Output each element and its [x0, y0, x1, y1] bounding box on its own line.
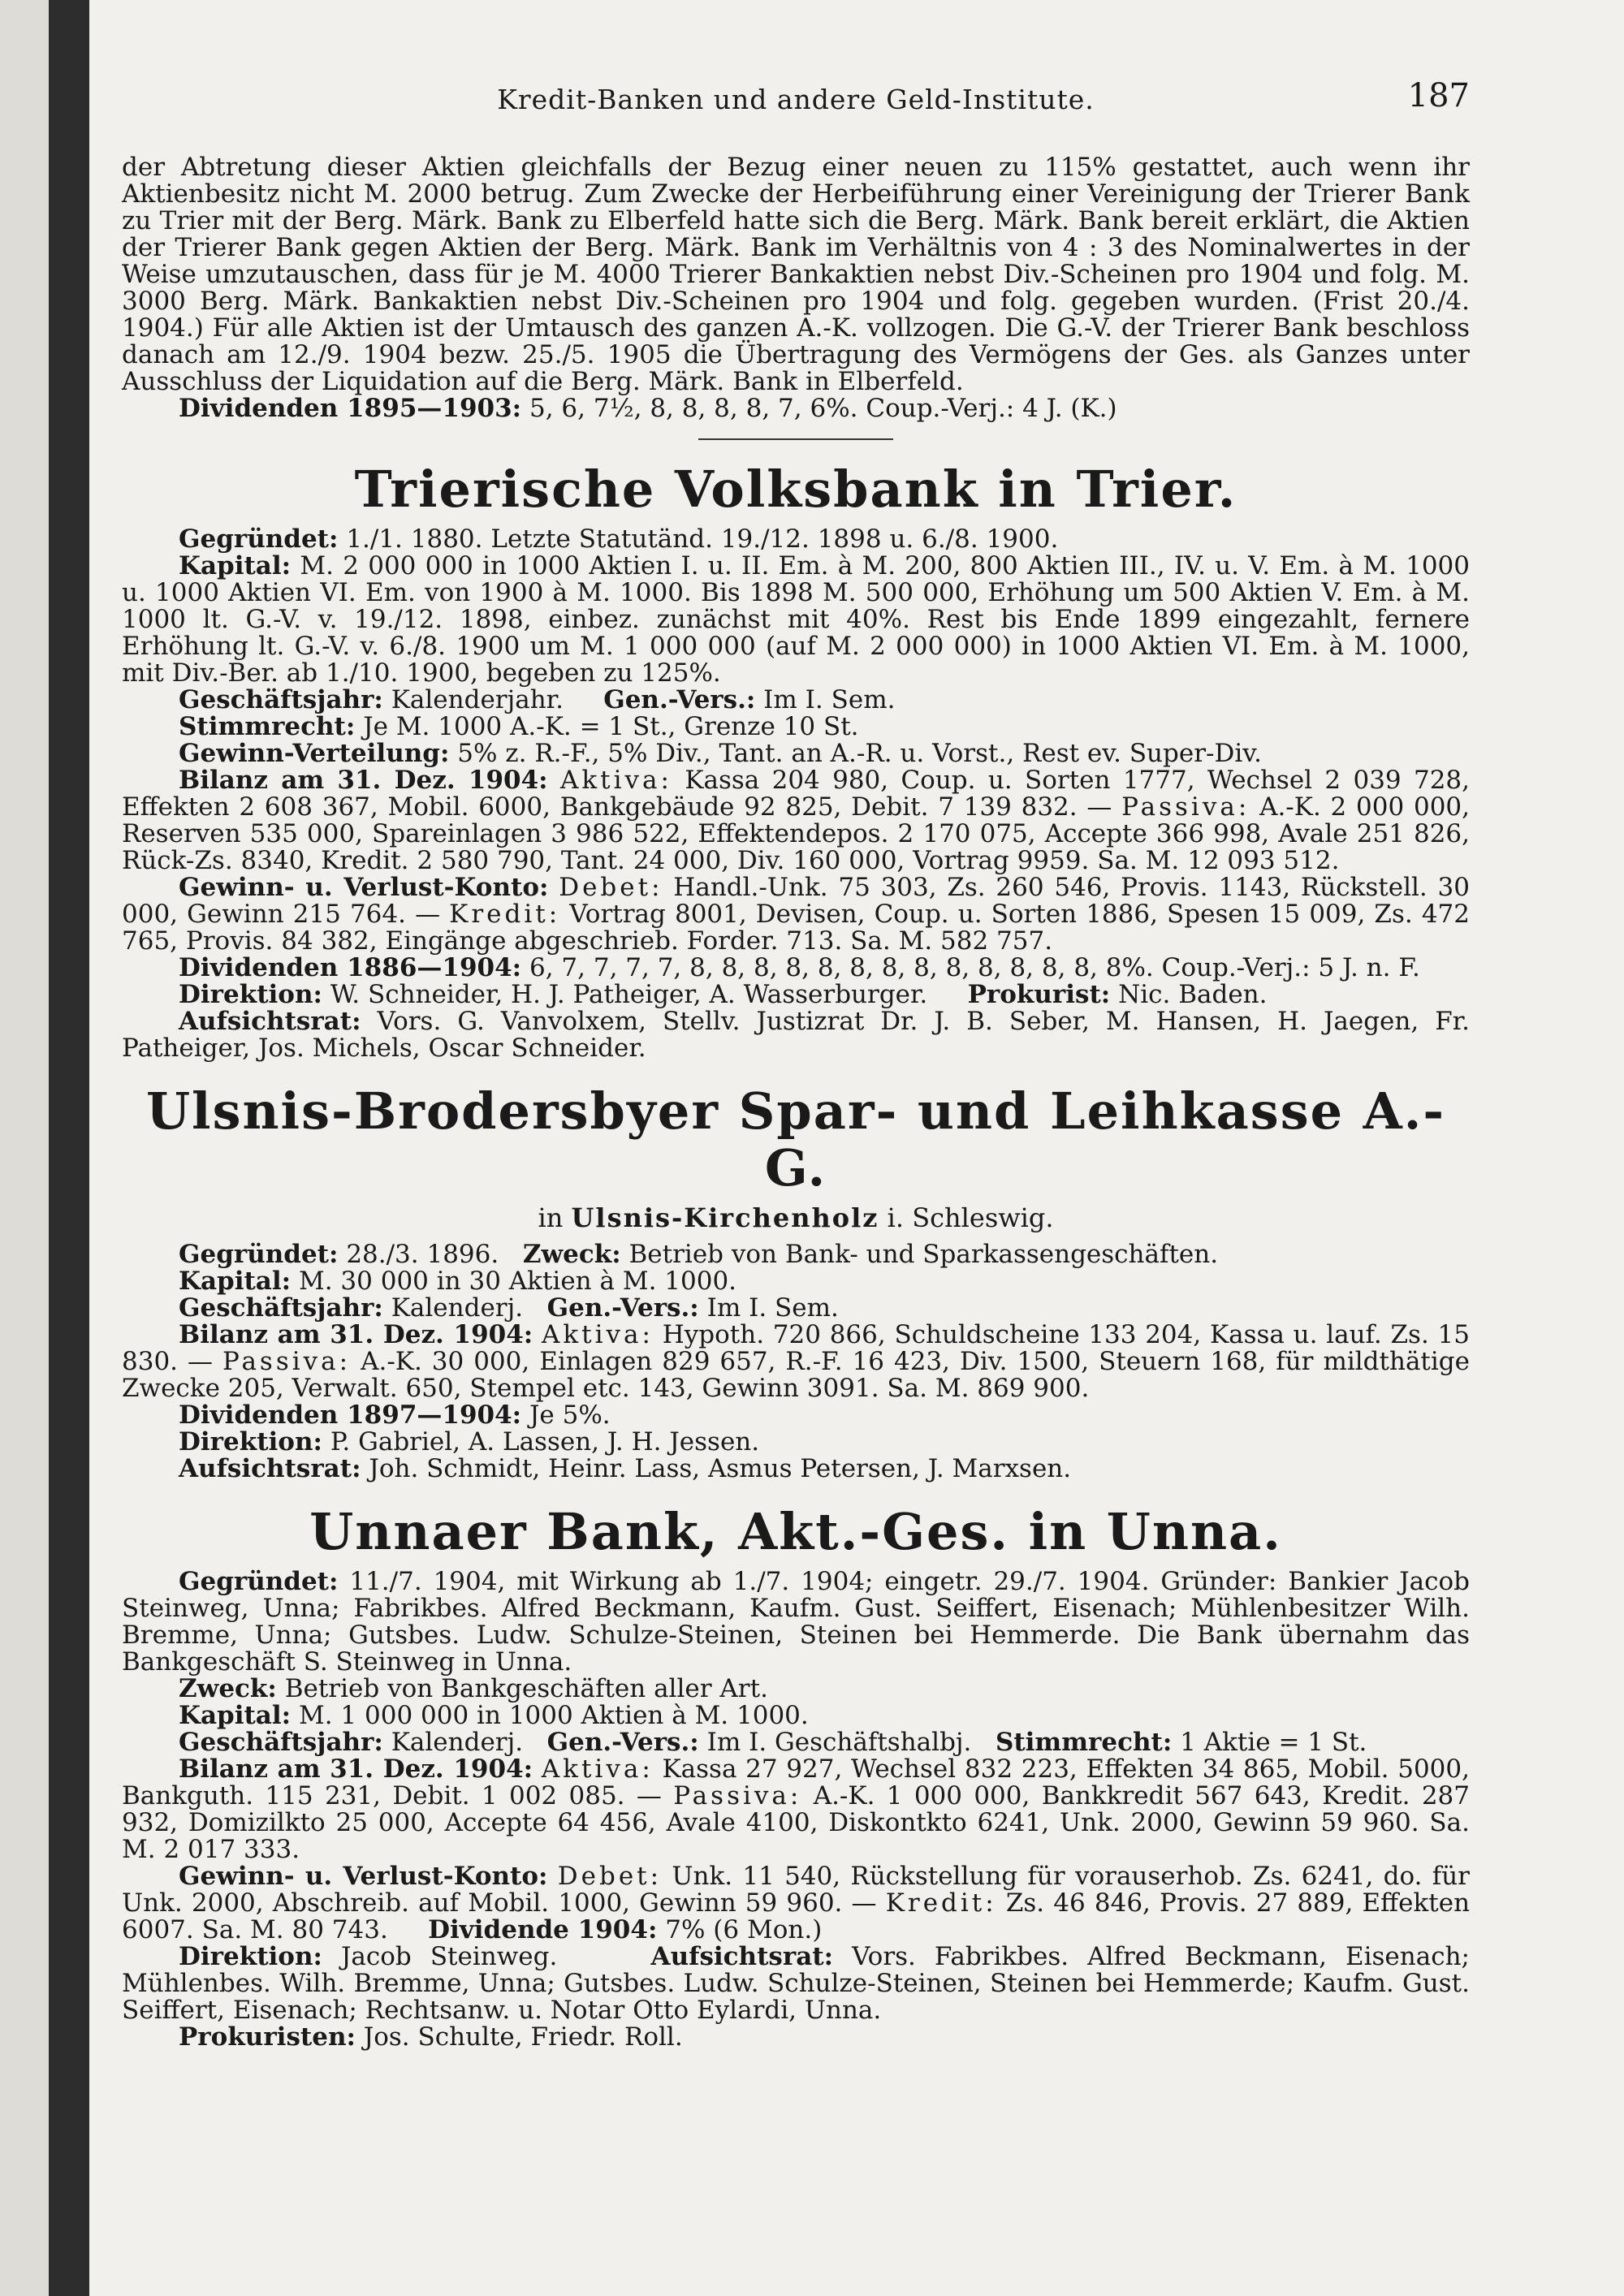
field-text: 1./1. 1880. Letzte Statutänd. 19./12. 1898 u. 6./8. 1900. — [346, 524, 1059, 554]
field-subhead: Passiva: — [1121, 792, 1250, 822]
field-text: Jacob Steinweg. — [341, 1942, 558, 1971]
field-kapital — [122, 1703, 1470, 1729]
field-label: Direktion: — [179, 980, 322, 1009]
field-label: Direktion: — [179, 1942, 322, 1971]
entry-title-trierische-volksbank: Trierische Volksbank in Trier. — [354, 460, 1237, 519]
entry-title-ulsnis-brodersbyer: Ulsnis-Brodersbyer Spar- und Leihkasse A.-G. — [145, 1081, 1446, 1198]
field-subhead: Kredit: — [449, 900, 561, 929]
field-text: 5% z. R.-F., 5% Div., Tant. an A.-R. u. Vorst., Rest ev. Super-Div. — [457, 739, 1262, 768]
field-text: Je 5%. — [529, 1400, 611, 1430]
field-label: Bilanz am 31. Dez. 1904: — [179, 1320, 533, 1349]
field-text: Im I. Sem. — [763, 685, 896, 714]
field-zweck — [122, 1676, 1470, 1703]
field-text: Betrieb von Bankgeschäften aller Art. — [284, 1674, 768, 1703]
field-gegruendet — [122, 1241, 1470, 1268]
field-text: A.-K. 30 000, Einlagen 829 657, R.-F. 16 423, Div. 1500, Steuern 168, für mildthätige Zwecke 205, Verwalt. 650, Stempel etc. 143, Gewinn 3091. Sa. M. 869 900. — [122, 1347, 1470, 1403]
field-label: Gewinn-Verteilung: — [179, 739, 450, 768]
field-text: Kalenderj. — [391, 1728, 524, 1757]
field-label: Prokurist: — [967, 980, 1111, 1009]
prior-entry-dividends — [122, 395, 1470, 422]
field-label: Geschäftsjahr: — [179, 1293, 383, 1323]
field-text: Handl.-Unk. 75 303, Zs. 260 546, Provis. 1143, Rückstell. 30 000, Gewinn 215 764. — — [122, 873, 1470, 929]
field-bilanz — [122, 767, 1470, 874]
field-text: Joh. Schmidt, Heinr. Lass, Asmus Petersen, J. Marxsen. — [369, 1454, 1072, 1483]
field-label: Aufsichtsrat: — [650, 1942, 834, 1971]
field-label: Aufsichtsrat: — [179, 1007, 361, 1036]
field-text: 7% (6 Mon.) — [665, 1915, 823, 1944]
field-dividenden — [122, 955, 1470, 982]
field-text: Jos. Schulte, Friedr. Roll. — [363, 2022, 683, 2052]
field-dividenden — [122, 1402, 1470, 1429]
page-number: 187 — [1407, 77, 1470, 114]
field-text: Unk. 11 540, Rückstellung für vorauserhob. Zs. 6241, do. für Unk. 2000, Abschreib. auf Mobil. 1000, Gewinn 59 960. — — [122, 1862, 1471, 1918]
location-name: Ulsnis-Kirchenholz — [571, 1202, 879, 1233]
field-label: Gegründet: — [179, 524, 339, 554]
section-divider — [698, 438, 893, 440]
book-spine — [49, 0, 89, 2296]
field-gewinn-verlust — [122, 1863, 1470, 1944]
field-text: Hypoth. 720 866, Schuldscheine 133 204, Kassa u. lauf. Zs. 15 830. — — [122, 1320, 1471, 1376]
dividends-text: 5, 6, 7½, 8, 8, 8, 8, 7, 6%. Coup.-Verj.: 4 J. (K.) — [529, 394, 1117, 423]
field-label: Dividenden 1886—1904: — [179, 953, 522, 982]
entry-location — [122, 1202, 1470, 1233]
field-text: Kalenderj. — [391, 1293, 524, 1323]
field-direktion — [122, 1944, 1470, 2024]
field-gewinn-verlust — [122, 874, 1470, 955]
field-subhead: Passiva: — [222, 1347, 352, 1376]
field-text: Vors. Fabrikbes. Alfred Beckmann, Eisenach; Mühlenbes. Wilh. Bremme, Unna; Gutsbes. Ludw. Schulze-Steinen, Steinen bei Hemmerde; Kaufm. Gust. Seiffert, Eisenach; Rechtsanw. u. Notar Otto Eylardi, Unna. — [122, 1942, 1470, 2025]
field-label: Gegründet: — [179, 1567, 339, 1596]
field-label: Dividende 1904: — [428, 1915, 658, 1944]
field-geschaeftsjahr — [122, 1295, 1470, 1322]
field-label: Kapital: — [179, 551, 292, 580]
field-subhead: Aktiva: — [559, 766, 672, 795]
field-label: Direktion: — [179, 1427, 322, 1457]
field-text: Nic. Baden. — [1118, 980, 1268, 1009]
field-text: 6, 7, 7, 7, 7, 8, 8, 8, 8, 8, 8, 8, 8, 8, 8, 8, 8, 8, 8%. Coup.-Verj.: 5 J. n. F. — [529, 953, 1420, 982]
field-direktion — [122, 1429, 1470, 1456]
field-label: Gewinn- u. Verlust-Konto: — [179, 873, 549, 902]
field-label: Geschäftsjahr: — [179, 1728, 383, 1757]
field-label: Kapital: — [179, 1701, 292, 1730]
field-subhead: Debet: — [559, 873, 663, 902]
field-gewinn-verteilung — [122, 740, 1470, 767]
running-title: Kredit-Banken und andere Geld-Institute. — [497, 84, 1095, 115]
entry-title-unnaer-bank: Unnaer Bank, Akt.-Ges. in Unna. — [309, 1502, 1282, 1561]
field-label: Bilanz am 31. Dez. 1904: — [179, 1754, 533, 1784]
field-label: Gen.-Vers.: — [603, 685, 756, 714]
prior-entry-continuation: der Abtretung dieser Aktien gleichfalls der Bezug einer neuen zu 115% gestattet, auch wenn ihr Aktienbesitz nicht M. 2000 betrug. Zum Zwecke der Herbeiführung einer Vereinigung der Trierer Bank zu Trier mit der Berg. Märk. Bank zu Elberfeld hatte sich die Berg. Märk. Bank bereit erklärt, die Aktien der Trierer Bank gegen Aktien der Berg. Märk. Bank im Verhältnis von 4 : 3 des Nominalwertes in der Weise umzutauschen, dass für je M. 4000 Trierer Bankaktien nebst Div.-Scheinen pro 1904 und folg. M. 3000 Berg. Märk. Bankaktien nebst Div.-Scheinen pro 1904 und folg. gegeben wurden. (Frist 20./4. 1904.) Für alle Aktien ist der Umtausch des ganzen A.-K. vollzogen. Die G.-V. der Trierer Bank beschloss danach am 12./9. 1904 bezw. 25./5. 1905 die Übertragung des Vermögens der Ges. als Ganzes unter Ausschluss der Liquidation auf die Berg. Märk. Bank in Elberfeld. — [122, 153, 1470, 396]
field-text: W. Schneider, H. J. Patheiger, A. Wasserburger. — [330, 980, 928, 1009]
field-label: Stimmrecht: — [179, 712, 356, 741]
field-subhead: Aktiva: — [541, 1320, 654, 1349]
field-kapital — [122, 1268, 1470, 1295]
field-label: Kapital: — [179, 1267, 292, 1296]
field-label: Gegründet: — [179, 1240, 339, 1269]
location-prefix: in — [538, 1202, 564, 1233]
field-text: Kassa 204 980, Coup. u. Sorten 1777, Wechsel 2 039 728, Effekten 2 608 367, Mobil. 6000, Bankgebäude 92 825, Debit. 7 139 832. — — [122, 766, 1471, 822]
field-text: A.-K. 2 000 000, Reserven 535 000, Spareinlagen 3 986 522, Effektendepos. 2 170 075, Accepte 366 998, Avale 251 826, Rück-Zs. 8340, Kredit. 2 580 790, Tant. 24 000, Div. 160 000, Vortrag 9959. Sa. M. 12 093 512. — [122, 792, 1470, 875]
field-label: Bilanz am 31. Dez. 1904: — [179, 766, 548, 795]
field-aufsichtsrat — [122, 1008, 1470, 1062]
field-text: A.-K. 1 000 000, Bankkredit 567 643, Kredit. 287 932, Domizilkto 25 000, Accepte 64 456, Avale 4100, Diskontkto 6241, Unk. 2000, Gewinn 59 960. Sa. M. 2 017 333. — [122, 1781, 1470, 1864]
field-subhead: Debet: — [557, 1862, 663, 1891]
field-text: 11./7. 1904, mit Wirkung ab 1./7. 1904; eingetr. 29./7. 1904. Gründer: Bankier Jacob Steinweg, Unna; Fabrikbes. Alfred Beckmann, Kaufm. Gust. Seiffert, Eisenach; Mühlenbesitzer Wilh. Bremme, Unna; Gutsbes. Ludw. Schulze-Steinen, Steinen bei Hemmerde. Die Bank übernahm das Bankgeschäft S. Steinweg in Unna. — [122, 1567, 1470, 1677]
field-label: Zweck: — [179, 1674, 277, 1703]
field-text: Zs. 46 846, Provis. 27 889, Effekten 6007. Sa. M. 80 743. — [122, 1888, 1471, 1944]
field-prokuristen — [122, 2024, 1470, 2051]
field-text: M. 2 000 000 in 1000 Aktien I. u. II. Em. à M. 200, 800 Aktien III., IV. u. V. Em. à M. 1000 u. 1000 Aktien VI. Em. von 1900 à M. 1000. Bis 1898 M. 500 000, Erhöhung um 500 Aktien V. Em. à M. 1000 lt. G.-V. v. 19./12. 1898, einbez. zunächst mit 40%. Rest bis Ende 1899 eingezahlt, fernere Erhöhung lt. G.-V. v. 6./8. 1900 um M. 1 000 000 (auf M. 2 000 000) in 1000 Aktien VI. Em. à M. 1000, mit Div.-Ber. ab 1./10. 1900, begeben zu 125%. — [122, 551, 1470, 688]
field-text: Kalenderjahr. — [391, 685, 564, 714]
field-kapital — [122, 553, 1470, 687]
location-suffix: i. Schleswig. — [887, 1202, 1054, 1233]
field-bilanz — [122, 1322, 1470, 1402]
field-label: Aufsichtsrat: — [179, 1454, 361, 1483]
field-label: Dividenden 1897—1904: — [179, 1400, 522, 1430]
field-geschaeftsjahr — [122, 1729, 1470, 1756]
field-gegruendet — [122, 526, 1470, 553]
field-bilanz — [122, 1756, 1470, 1863]
field-aufsichtsrat — [122, 1456, 1470, 1482]
field-text: 28./3. 1896. — [346, 1240, 499, 1269]
field-text: M. 1 000 000 in 1000 Aktien à M. 1000. — [298, 1701, 809, 1730]
field-text: Je M. 1000 A.-K. = 1 St., Grenze 10 St. — [363, 712, 859, 741]
field-text: P. Gabriel, A. Lassen, J. H. Jessen. — [330, 1427, 760, 1457]
field-text: Kassa 27 927, Wechsel 832 223, Effekten 34 865, Mobil. 5000, Bankguth. 115 231, Debit. 1 002 085. — — [122, 1754, 1470, 1810]
field-label: Prokuristen: — [179, 2022, 356, 2052]
field-subhead: Aktiva: — [541, 1754, 654, 1784]
facing-page-edge — [0, 0, 49, 2296]
field-subhead: Kredit: — [885, 1888, 997, 1918]
field-direktion — [122, 982, 1470, 1008]
page-content — [122, 77, 1471, 2052]
field-label: Zweck: — [522, 1240, 621, 1269]
field-text: Betrieb von Bank- und Sparkassengeschäften. — [628, 1240, 1219, 1269]
field-gegruendet — [122, 1569, 1470, 1676]
field-label: Gen.-Vers.: — [546, 1728, 699, 1757]
field-label: Gewinn- u. Verlust-Konto: — [179, 1862, 548, 1891]
field-text: Vors. G. Vanvolxem, Stellv. Justizrat Dr. J. B. Seber, M. Hansen, H. Jaegen, Fr. Patheiger, Jos. Michels, Oscar Schneider. — [122, 1007, 1470, 1063]
field-label: Stimmrecht: — [995, 1728, 1173, 1757]
field-text: Im I. Geschäftshalbj. — [706, 1728, 972, 1757]
running-head — [122, 77, 1470, 130]
field-text: Vortrag 8001, Devisen, Coup. u. Sorten 1886, Spesen 15 009, Zs. 472 765, Provis. 84 382, Eingänge abgeschrieb. Forder. 713. Sa. M. 582 757. — [122, 900, 1470, 956]
field-geschaeftsjahr — [122, 687, 1470, 714]
field-label: Gen.-Vers.: — [546, 1293, 699, 1323]
field-text: M. 30 000 in 30 Aktien à M. 1000. — [298, 1267, 737, 1296]
field-stimmrecht — [122, 714, 1470, 740]
dividends-label: Dividenden 1895—1903: — [179, 394, 522, 423]
field-text: Im I. Sem. — [706, 1293, 839, 1323]
field-text: 1 Aktie = 1 St. — [1180, 1728, 1367, 1757]
field-label: Geschäftsjahr: — [179, 685, 383, 714]
field-subhead: Passiva: — [673, 1781, 802, 1810]
